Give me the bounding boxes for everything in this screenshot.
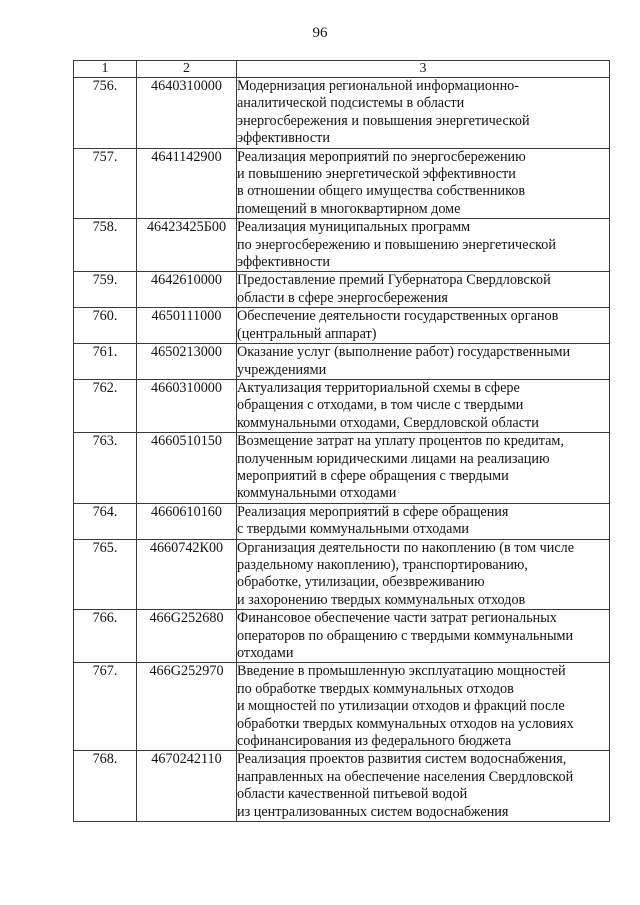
article-name-line: Оказание услуг (выполнение работ) государственными	[237, 344, 571, 361]
article-name	[237, 78, 610, 149]
table-row	[74, 663, 610, 751]
article-name-line: по обработке твердых коммунальных отходов	[237, 680, 514, 697]
article-name	[237, 272, 610, 308]
article-name-line: эффективности	[237, 254, 330, 271]
article-name-line: софинансирования из федерального бюджета	[237, 733, 512, 750]
article-name-line: Финансовое обеспечение части затрат региональных	[237, 610, 557, 627]
article-name-line: Введение в промышленную эксплуатацию мощностей	[237, 663, 566, 680]
article-name-line: с твердыми коммунальными отходами	[237, 521, 470, 538]
table-row	[74, 433, 610, 504]
row-number: 758.	[74, 219, 137, 272]
article-name-line: обработки твердых коммунальных отходов на условиях	[237, 715, 574, 732]
article-name-line: Реализация мероприятий в сфере обращения	[237, 503, 509, 520]
article-name-line: коммунальными отходами, Свердловской области	[237, 414, 539, 431]
article-name	[237, 379, 610, 432]
table-row	[74, 379, 610, 432]
budget-classification-table	[73, 60, 610, 822]
table-row	[74, 78, 610, 149]
article-name-line: операторов по обращению с твердыми коммунальными	[237, 627, 574, 644]
target-article-code: 4650111000	[137, 308, 237, 344]
article-name	[237, 148, 610, 219]
article-name-line: Актуализация территориальной схемы в сфере	[237, 379, 520, 396]
row-number: 759.	[74, 272, 137, 308]
article-name	[237, 433, 610, 504]
table-row	[74, 539, 610, 610]
article-name-line: Реализация проектов развития систем водоснабжения,	[237, 751, 567, 768]
article-name-line: Обеспечение деятельности государственных органов	[237, 308, 559, 325]
article-name	[237, 610, 610, 663]
article-name-line: Реализация муниципальных программ	[237, 219, 471, 236]
table-row	[74, 344, 610, 380]
column-header-name: 3	[237, 61, 610, 78]
article-name-line: из централизованных систем водоснабжения	[237, 803, 509, 820]
row-number: 764.	[74, 503, 137, 539]
row-number: 768.	[74, 751, 137, 822]
article-name-line: (центральный аппарат)	[237, 325, 377, 342]
page-number: 96	[312, 25, 328, 41]
target-article-code: 4660610160	[137, 503, 237, 539]
article-name-line: направленных на обеспечение населения Свердловской	[237, 768, 574, 785]
target-article-code: 4640310000	[137, 78, 237, 149]
target-article-code: 4660310000	[137, 379, 237, 432]
row-number: 762.	[74, 379, 137, 432]
target-article-code: 4670242110	[137, 751, 237, 822]
table-row	[74, 751, 610, 822]
article-name-line: коммунальными отходами	[237, 485, 397, 502]
article-name-line: раздельному накоплению), транспортированию,	[237, 556, 528, 573]
table-row	[74, 610, 610, 663]
target-article-code: 466G252680	[137, 610, 237, 663]
article-name-line: обработке, утилизации, обезвреживанию	[237, 574, 485, 591]
article-name-line: Реализация мероприятий по энергосбережению	[237, 148, 526, 165]
column-header-code: 2	[137, 61, 237, 78]
row-number: 756.	[74, 78, 137, 149]
article-name	[237, 539, 610, 610]
article-name	[237, 344, 610, 380]
article-name-line: обращения с отходами, в том числе с твердыми	[237, 397, 524, 414]
row-number: 757.	[74, 148, 137, 219]
article-name-line: и повышению энергетической эффективности	[237, 166, 516, 183]
target-article-code: 4642610000	[137, 272, 237, 308]
article-name-line: помещений в многоквартирном доме	[237, 200, 461, 217]
article-name-line: Модернизация региональной информационно-	[237, 78, 519, 94]
row-number: 765.	[74, 539, 137, 610]
table-row	[74, 308, 610, 344]
article-name	[237, 308, 610, 344]
table-row	[74, 503, 610, 539]
article-name-line: и захоронению твердых коммунальных отходов	[237, 591, 526, 608]
article-name-line: по энергосбережению и повышению энергетической	[237, 236, 556, 253]
article-name-line: в отношении общего имущества собственников	[237, 183, 526, 200]
article-name	[237, 663, 610, 751]
article-name-line: энергосбережения и повышения энергетической	[237, 112, 530, 129]
article-name-line: Предоставление премий Губернатора Свердловской	[237, 272, 551, 289]
row-number: 761.	[74, 344, 137, 380]
article-name-line: аналитической подсистемы в области	[237, 95, 465, 112]
target-article-code: 4641142900	[137, 148, 237, 219]
article-name-line: учреждениями	[237, 361, 327, 378]
row-number: 767.	[74, 663, 137, 751]
article-name-line: Организация деятельности по накоплению (в том числе	[237, 539, 574, 556]
article-name	[237, 751, 610, 822]
target-article-code: 466G252970	[137, 663, 237, 751]
target-article-code: 4660510150	[137, 433, 237, 504]
article-name-line: отходами	[237, 645, 294, 661]
target-article-code: 4650213000	[137, 344, 237, 380]
article-name-line: мероприятий в сфере обращения с твердыми	[237, 467, 509, 484]
target-article-code: 46423425Б00	[137, 219, 237, 272]
article-name-line: эффективности	[237, 130, 330, 147]
table-body	[74, 78, 610, 822]
table-row	[74, 148, 610, 219]
target-article-code: 4660742К00	[137, 539, 237, 610]
table-header-row	[74, 61, 610, 78]
article-name	[237, 503, 610, 539]
article-name-line: области в сфере энергосбережения	[237, 289, 448, 306]
article-name-line: Возмещение затрат на уплату процентов по кредитам,	[237, 433, 564, 450]
row-number: 763.	[74, 433, 137, 504]
article-name-line: области качественной питьевой водой	[237, 786, 468, 803]
table-row	[74, 219, 610, 272]
table-row	[74, 272, 610, 308]
article-name	[237, 219, 610, 272]
row-number: 760.	[74, 308, 137, 344]
article-name-line: и мощностей по утилизации отходов и фракций после	[237, 698, 565, 715]
row-number: 766.	[74, 610, 137, 663]
article-name-line: полученным юридическими лицами на реализацию	[237, 450, 550, 467]
column-header-number: 1	[74, 61, 137, 78]
